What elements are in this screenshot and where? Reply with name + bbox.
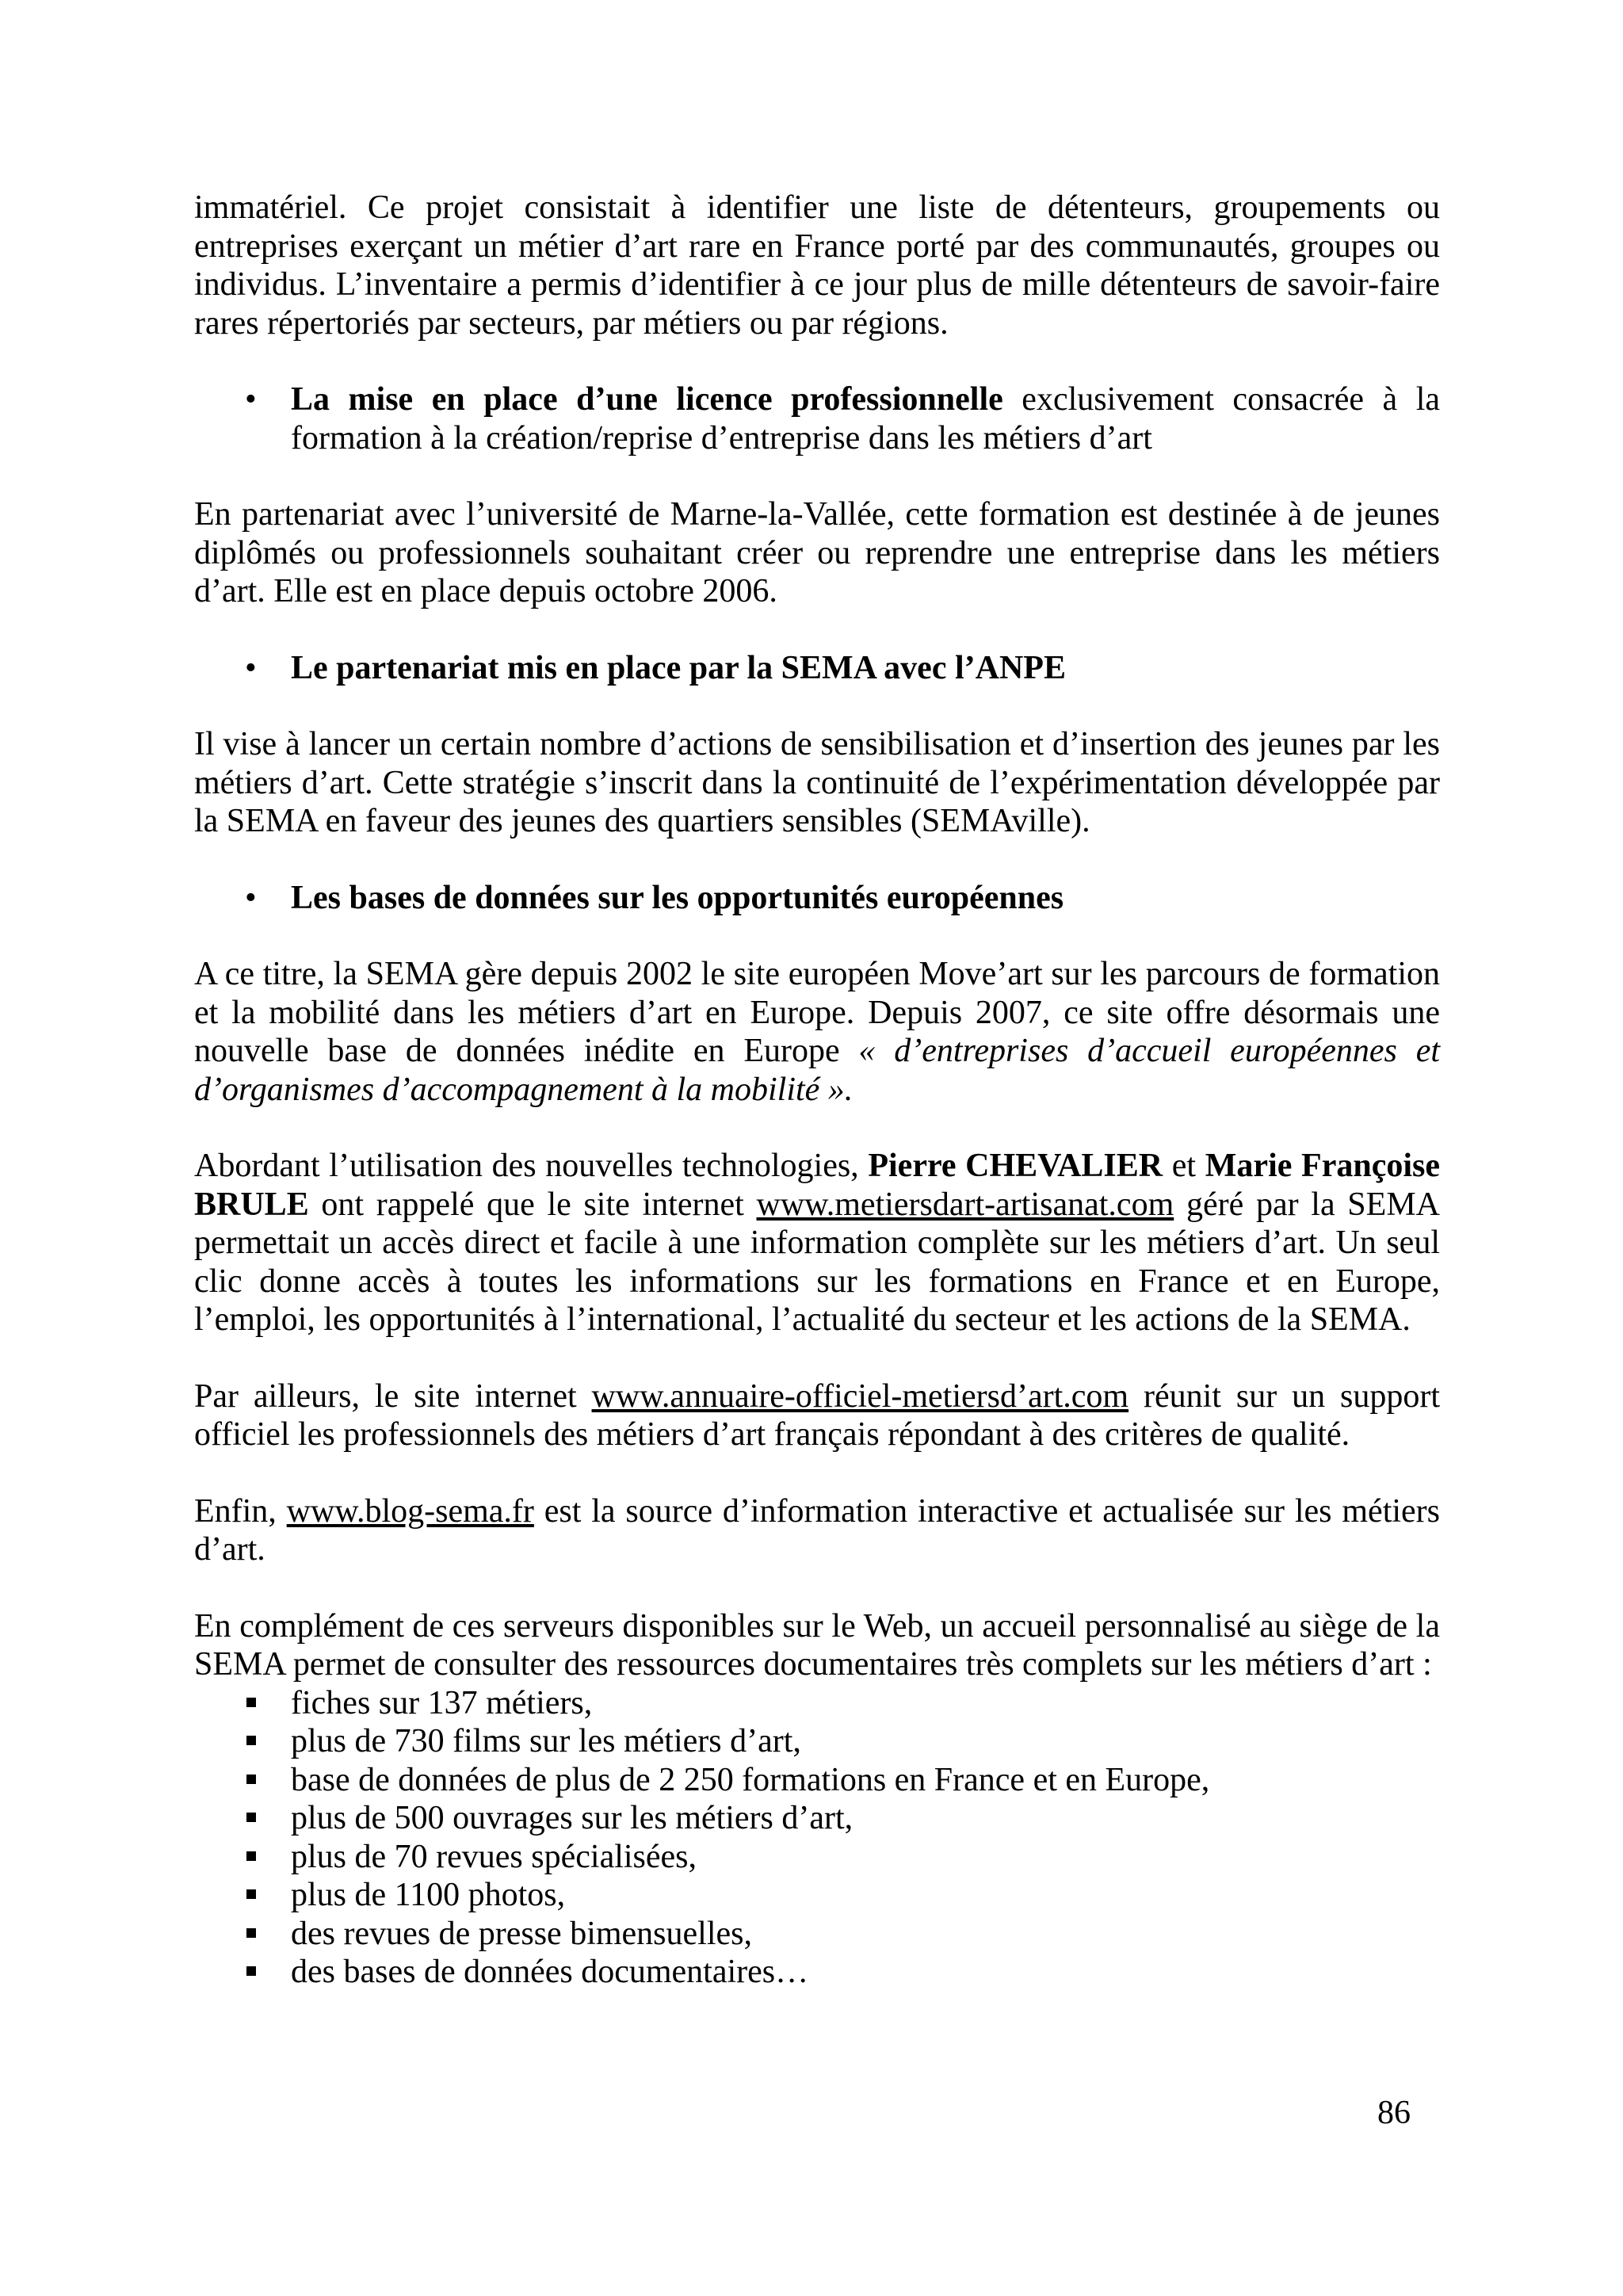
heading-licence-rest: exclusivement consacrée à la formation à la création/reprise d’entreprise dans les métiers d’art (291, 381, 1441, 457)
square-bullet-icon (246, 1813, 256, 1822)
list-item (194, 1799, 1440, 1838)
bullet-dot-icon: • (245, 381, 257, 418)
list-item (194, 1722, 1440, 1761)
document-page (194, 189, 1440, 1992)
list-item-text: fiches sur 137 métiers, (291, 1684, 593, 1721)
square-bullet-icon (246, 1736, 256, 1745)
tech-text-4: géré par la SEMA permettait un accès direct et facile à une information complète sur les métiers d’art. Un seul clic donne accès à toutes les informations sur les formations en France et en Europe, l’emploi, les opportunités à l’international, l’actualité du secteur et les actions de la SEMA. (194, 1186, 1440, 1338)
list-item (194, 1838, 1440, 1877)
annuaire-text-2: réunit sur un support officiel les professionnels des métiers d’art français répondant à des critères de qualité. (194, 1377, 1441, 1453)
square-bullet-icon (246, 1889, 256, 1899)
square-bullet-icon (246, 1775, 256, 1784)
annuaire-text-1: Par ailleurs, le site internet (194, 1377, 592, 1415)
heading-licence (194, 380, 1440, 457)
link-metiersdart[interactable]: www.metiersdart-artisanat.com (756, 1186, 1174, 1223)
heading-anpe-text: Le partenariat mis en place par la SEMA avec l’ANPE (291, 649, 1066, 686)
anpe-paragraph: Il vise à lancer un certain nombre d’actions de sensibilisation et d’insertion des jeunes par les métiers d’art. Cette stratégie s’inscrit dans la continuité de l’expérimentation développée par la SEMA en faveur des jeunes des quartiers sensibles (SEMAville). (194, 726, 1440, 839)
heading-anpe (194, 649, 1440, 688)
tech-text-3: ont rappelé que le site internet (308, 1186, 757, 1223)
square-bullet-icon (246, 1851, 256, 1861)
person-name-brule: Marie Françoise BRULE (194, 1148, 1440, 1223)
list-item (194, 1761, 1440, 1800)
list-item-text: base de données de plus de 2 250 formations en France et en Europe, (291, 1761, 1210, 1798)
square-bullet-icon (246, 1928, 256, 1938)
resources-list (194, 1684, 1440, 1992)
link-annuaire[interactable]: www.annuaire-officiel-metiersd’art.com (591, 1377, 1129, 1415)
tech-text-2: et (1163, 1148, 1205, 1184)
intro-paragraph: immatériel. Ce projet consistait à identifier une liste de détenteurs, groupements ou entreprises exerçant un métier d’art rare en France porté par des communautés, groupes ou individus. L’inventaire a permis d’identifier à ce jour plus de mille détenteurs de savoir-faire rares répertoriés par secteurs, par métiers ou par régions. (194, 189, 1440, 342)
list-item (194, 1953, 1440, 1992)
list-item (194, 1876, 1440, 1915)
bases-text: A ce titre, la SEMA gère depuis 2002 le site européen Move’art sur les parcours de formation et la mobilité dans les métiers d’art en Europe. Depuis 2007, ce site offre désormais une nouvelle base de données inédite en Europe (194, 956, 1440, 1069)
link-blog-sema[interactable]: www.blog-sema.fr (286, 1492, 534, 1530)
heading-bases (194, 879, 1440, 918)
heading-bases-text: Les bases de données sur les opportunités européennes (291, 879, 1064, 916)
square-bullet-icon (246, 1966, 256, 1976)
list-item (194, 1684, 1440, 1723)
list-item-text: plus de 500 ouvrages sur les métiers d’art, (291, 1800, 854, 1836)
bullet-dot-icon: • (245, 879, 257, 916)
list-item-text: plus de 70 revues spécialisées, (291, 1838, 697, 1875)
person-name-chevalier: Pierre CHEVALIER (868, 1148, 1163, 1184)
heading-licence-bold: La mise en place d’une licence professionnelle (291, 381, 1003, 418)
blog-text-2: est la source d’information interactive et actualisée sur les métiers d’art. (194, 1492, 1441, 1568)
list-item-text: plus de 730 films sur les métiers d’art, (291, 1723, 801, 1759)
technologies-paragraph (194, 1147, 1440, 1339)
bases-italic-quote: « d’entreprises d’accueil européennes et d’organismes d’accompagnement à la mobilité ». (194, 1033, 1440, 1108)
blog-text-1: Enfin, (194, 1492, 287, 1530)
list-item-text: des bases de données documentaires… (291, 1954, 809, 1990)
list-item-text: plus de 1100 photos, (291, 1877, 566, 1913)
list-item-text: des revues de presse bimensuelles, (291, 1915, 752, 1952)
tech-text-1: Abordant l’utilisation des nouvelles technologies, (194, 1148, 869, 1184)
square-bullet-icon (246, 1698, 256, 1707)
page-number: 86 (1377, 2095, 1411, 2131)
annuaire-paragraph (194, 1377, 1440, 1454)
blog-paragraph (194, 1492, 1440, 1569)
bullet-dot-icon: • (245, 649, 257, 686)
list-item (194, 1915, 1440, 1954)
bases-paragraph (194, 955, 1440, 1109)
licence-paragraph: En partenariat avec l’université de Marne-la-Vallée, cette formation est destinée à de jeunes diplômés ou professionnels souhaitant créer ou reprendre une entreprise dans les métiers d’art. Elle est en place depuis octobre 2006. (194, 496, 1440, 609)
complement-paragraph: En complément de ces serveurs disponibles sur le Web, un accueil personnalisé au siège de la SEMA permet de consulter des ressources documentaires très complets sur les métiers d’art : (194, 1607, 1440, 1683)
